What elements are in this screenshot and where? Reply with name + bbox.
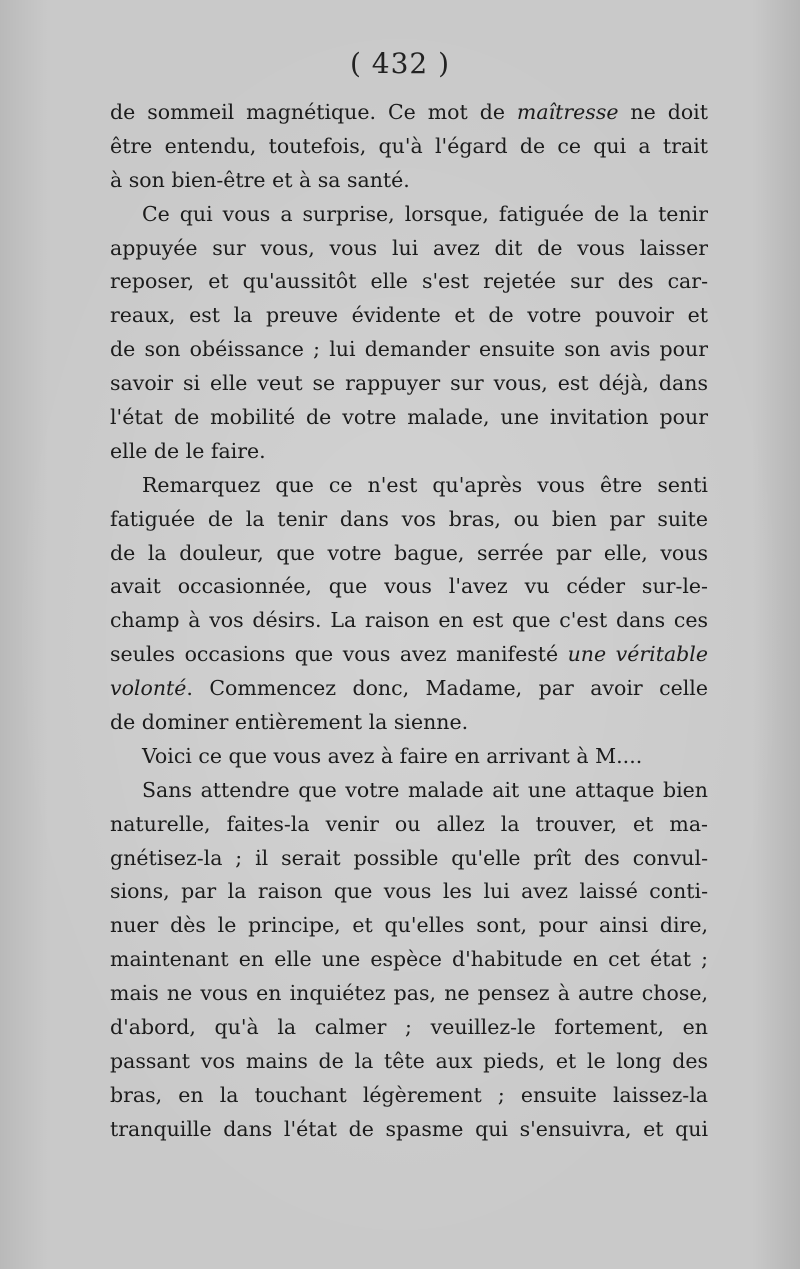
text-line-main: tranquille dans l'état de spasme qui s'ensuivra, et qui — [110, 1116, 708, 1141]
text-line-main: reposer, et qu'aussitôt elle s'est rejetée sur des car- — [110, 269, 708, 294]
text-line-main: seules occasions que vous avez manifesté — [110, 642, 568, 667]
text-line-main: champ à vos désirs. La raison en est que c'est dans ces — [110, 608, 708, 633]
text-line-main: de dominer entièrement la sienne. — [110, 710, 469, 735]
text-line-main: Remarquez que ce n'est qu'après vous être senti — [142, 472, 708, 497]
text-line-italic: volonté — [110, 676, 187, 701]
text-line — [110, 1113, 708, 1147]
text-line-main: avait occasionnée, que vous l'avez vu céder sur-le- — [110, 574, 708, 599]
text-line-main: de sommeil magnétique. Ce mot de — [110, 100, 517, 124]
text-line-main: naturelle, faites-la venir ou allez la trouver, et ma- — [110, 811, 708, 836]
text-line-main: bras, en la touchant légèrement ; ensuite laissez-la — [110, 1082, 708, 1107]
text-line-italic: maîtresse — [516, 100, 619, 124]
text-line — [110, 570, 708, 604]
text-line — [110, 435, 708, 469]
text-line — [110, 164, 708, 198]
text-line — [110, 299, 708, 333]
text-line — [110, 232, 708, 266]
text-line-main: être entendu, toutefois, qu'à l'égard de ce qui a trait — [110, 133, 708, 158]
text-line-main: elle de le faire. — [110, 438, 266, 463]
text-line-main: l'état de mobilité de votre malade, une invitation pour — [110, 405, 708, 430]
text-line — [110, 1079, 708, 1113]
text-line-main: reaux, est la preuve évidente et de votre pouvoir et — [110, 303, 708, 328]
text-line-main: Sans attendre que votre malade ait une attaque bien — [142, 777, 708, 802]
text-line-main: maintenant en elle une espèce d'habitude en cet état ; — [110, 947, 708, 972]
text-line — [110, 604, 708, 638]
text-line-main: sions, par la raison que vous les lui avez laissé conti- — [110, 879, 708, 904]
text-line — [110, 672, 708, 706]
text-line — [110, 130, 708, 164]
text-line — [110, 333, 708, 367]
text-line-italic: une véritable — [567, 642, 708, 667]
text-line — [110, 1011, 708, 1045]
text-line — [110, 943, 708, 977]
text-line — [110, 367, 708, 401]
text-line — [110, 401, 708, 435]
text-line — [110, 875, 708, 909]
text-line — [110, 740, 708, 774]
text-line-main: de son obéissance ; lui demander ensuite son avis pour — [110, 337, 708, 362]
text-line — [110, 977, 708, 1011]
text-line — [110, 774, 708, 808]
text-line-rest: ne doit — [618, 100, 708, 124]
text-line-main: d'abord, qu'à la calmer ; veuillez-le fortement, en — [110, 1015, 708, 1040]
text-line-main: fatiguée de la tenir dans vos bras, ou bien par suite — [110, 506, 708, 531]
text-line-main: de la douleur, que votre bague, serrée par elle, vous — [110, 540, 708, 565]
text-line-main: à son bien-être et à sa santé. — [110, 167, 410, 192]
text-line — [110, 808, 708, 842]
text-line-main: Ce qui vous a surprise, lorsque, fatiguée de la tenir — [142, 201, 708, 226]
page-number: ( 432 ) — [349, 47, 451, 80]
text-line-rest: . Commencez donc, Madame, par avoir celle — [186, 676, 708, 701]
text-line — [110, 537, 708, 571]
text-line-main: passant vos mains de la tête aux pieds, et le long des — [110, 1048, 708, 1073]
text-line — [110, 1045, 708, 1079]
text-line-main: savoir si elle veut se rappuyer sur vous, est déjà, dans — [110, 371, 708, 396]
text-line-main: nuer dès le principe, et qu'elles sont, pour ainsi dire, — [110, 913, 708, 938]
body-text — [110, 96, 708, 1147]
text-line — [110, 198, 708, 232]
text-line — [110, 842, 708, 876]
text-line-main: mais ne vous en inquiétez pas, ne pensez à autre chose, — [110, 981, 708, 1006]
text-line-main: appuyée sur vous, vous lui avez dit de vous laisser — [110, 235, 708, 260]
text-line — [110, 909, 708, 943]
text-line — [110, 503, 708, 537]
text-line — [110, 638, 708, 672]
text-line — [110, 96, 708, 130]
text-line-main: gnétisez-la ; il serait possible qu'elle prît des convul- — [110, 845, 708, 870]
text-line — [110, 706, 708, 740]
text-line — [110, 265, 708, 299]
text-line — [110, 469, 708, 503]
text-line-main: Voici ce que vous avez à faire en arrivant à M.... — [142, 743, 643, 768]
